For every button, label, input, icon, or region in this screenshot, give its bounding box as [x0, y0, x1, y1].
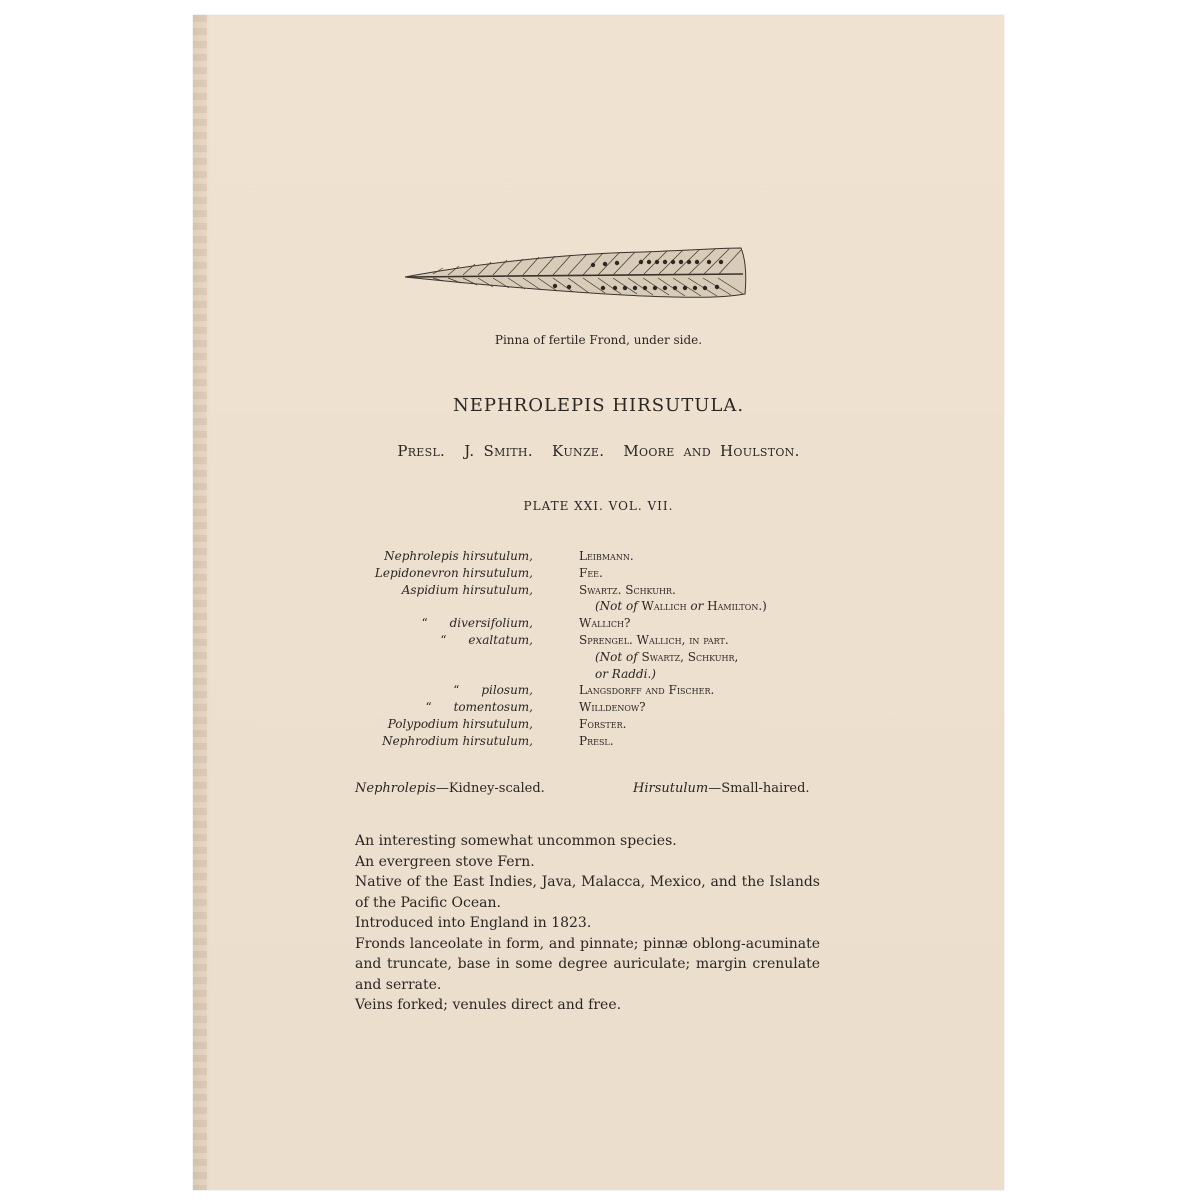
ditto-mark: “ — [425, 700, 432, 715]
species-title: NEPHROLEPIS HIRSUTULA. — [452, 395, 745, 416]
synonym-name: Nephrodium hirsutulum, — [382, 733, 533, 748]
synonym-authority: Wallich? — [579, 616, 631, 631]
plate-reference: PLATE XXI. VOL. VII. — [523, 499, 674, 513]
synonym-authority: Willdenow? — [579, 700, 646, 715]
author-presl: Presl. — [397, 442, 446, 460]
ditto-mark: “ — [440, 632, 447, 647]
synonym-note: or Raddi.) — [595, 666, 656, 681]
synonym-authority: Presl. — [579, 733, 614, 748]
synonym-authority: Leibmann. — [579, 549, 634, 563]
synonym-names — [343, 548, 533, 750]
synonym-name: “ tomentosum, — [343, 699, 533, 716]
synonym-authority: Forster. — [579, 716, 627, 731]
author-kunze: Kunze. — [551, 442, 605, 460]
synonym-authorities — [579, 548, 767, 750]
synonym-name: “ exaltatum, — [343, 632, 533, 649]
synonym-name: “ diversifolium, — [343, 615, 533, 632]
author-moore-houlston: Moore and Houlston. — [623, 442, 800, 460]
synonym-name: Lepidonevron hirsutulum, — [374, 565, 533, 580]
synonym-authority: Sprengel. Wallich, in part. — [579, 632, 729, 647]
synonym-note: (Not of Wallich or Hamilton.) — [595, 599, 767, 614]
paragraph: An evergreen stove Fern. — [355, 853, 535, 870]
figure-caption: Pinna of fertile Frond, under side. — [494, 333, 703, 347]
etymology-genus: Nephrolepis—Kidney-scaled. — [355, 781, 545, 796]
paragraph: An interesting somewhat uncommon species. — [355, 833, 677, 849]
synonym-name: “ pilosum, — [343, 682, 533, 699]
synonym-name: Nephrolepis hirsutulum, — [384, 549, 533, 563]
synonym-name: Aspidium hirsutulum, — [401, 582, 533, 597]
ditto-mark: “ — [453, 683, 460, 698]
paragraph: Fronds lanceolate in form, and pinnate; pinnæ oblong-acuminate and truncate, base in some degree auriculate; margin crenulate and serrate. — [355, 935, 820, 993]
ditto-mark: “ — [421, 616, 428, 631]
deckled-page-edge — [193, 15, 207, 1190]
synonym-authority: Fee. — [579, 565, 603, 580]
authority-line — [193, 442, 1004, 460]
paragraph: Native of the East Indies, Java, Malacca, Mexico, and the Islands of the Pacific Ocean. — [355, 874, 820, 911]
paragraph: Introduced into England in 1823. — [355, 915, 592, 931]
synonym-name: Polypodium hirsutulum, — [387, 716, 533, 731]
paragraph: Veins forked; venules direct and free. — [355, 997, 622, 1013]
synonym-note: (Not of Swartz, Schkuhr, — [595, 649, 739, 664]
synonym-authority: Langsdorff and Fischer. — [579, 683, 715, 698]
etymology-species: Hirsutulum—Small-haired. — [633, 781, 810, 796]
description-text — [355, 831, 820, 1016]
synonym-authority: Swartz. Schkuhr. — [579, 582, 676, 597]
book-page — [193, 15, 1004, 1190]
author-j-smith: J. Smith. — [464, 442, 533, 460]
fern-pinna-illustration — [403, 240, 763, 310]
